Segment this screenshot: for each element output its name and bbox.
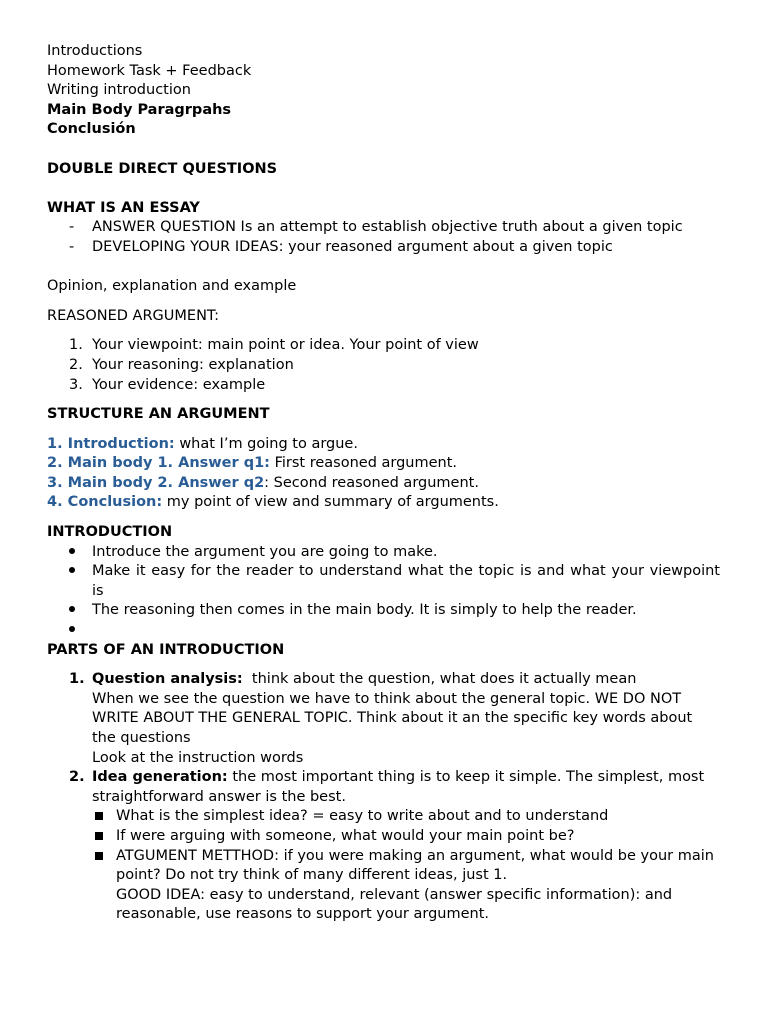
toc-item: Writing introduction	[47, 82, 191, 99]
paragraph: Opinion, explanation and example	[47, 278, 297, 295]
structure-item: 4. Conclusion: my point of view and summary of arguments.	[47, 494, 499, 511]
sub-bullet-item: What is the simplest idea? = easy to write about and to understand	[47, 807, 720, 827]
bullet-icon	[69, 606, 75, 612]
section-heading: WHAT IS AN ESSAY	[47, 199, 200, 216]
toc-item-bold: Main Body Paragrpahs	[47, 101, 232, 118]
list-item: - DEVELOPING YOUR IDEAS: your reasoned argument about a given topic	[69, 238, 613, 255]
structure-item: 1. Introduction: what I’m going to argue.	[47, 435, 358, 452]
parts-item: 1. Question analysis: think about the question, what does it actually mean When we see the question we have to think about the general topic. WE DO NOT WRITE ABOUT THE GENERAL TOPIC. Think about it an the specific key words about the questions Look at the instruction words	[69, 671, 693, 766]
section-heading: REASONED ARGUMENT:	[47, 307, 220, 324]
bullet-icon	[69, 567, 75, 573]
square-bullet-icon	[94, 827, 116, 847]
bullet-item: Make it easy for the reader to understand what the topic is and what your viewpoint is	[47, 562, 720, 601]
section-heading: PARTS OF AN INTRODUCTION	[47, 641, 285, 658]
bullet-icon	[69, 626, 75, 632]
toc-item: Homework Task + Feedback	[47, 62, 252, 79]
list-item: 1. Your viewpoint: main point or idea. Your point of view	[69, 337, 479, 354]
square-bullet-icon	[94, 847, 116, 925]
structure-item: 3. Main body 2. Answer q2: Second reasoned argument.	[47, 474, 479, 491]
sub-bullet-item: If were arguing with someone, what would your main point be?	[47, 827, 720, 847]
square-bullet-icon	[94, 807, 116, 827]
bullet-item: The reasoning then comes in the main body. It is simply to help the reader.	[47, 601, 720, 621]
bullet-item-empty	[47, 621, 720, 641]
list-item: 3. Your evidence: example	[69, 376, 266, 393]
toc-item: Introductions	[47, 43, 143, 59]
bullet-item: Introduce the argument you are going to make.	[47, 543, 720, 563]
sub-bullet-item: ATGUMENT METTHOD: if you were making an argument, what would be your main point? Do not try think of many different ideas, just 1. GOOD IDEA: easy to understand, relevant (answer specific information): and reasonable, use reasons to support your argument.	[47, 847, 720, 925]
section-heading: INTRODUCTION	[47, 524, 173, 541]
parts-item: 2. Idea generation: the most important thing is to keep it simple. The simplest, most straightforward answer is the best.	[69, 769, 705, 805]
toc-item-bold: Conclusión	[47, 121, 136, 138]
section-heading: DOUBLE DIRECT QUESTIONS	[47, 160, 278, 177]
structure-item: 2. Main body 1. Answer q1: First reasoned argument.	[47, 455, 458, 472]
bullet-icon	[69, 548, 75, 554]
section-heading: STRUCTURE AN ARGUMENT	[47, 406, 270, 423]
list-item: 2. Your reasoning: explanation	[69, 356, 294, 373]
list-item: - ANSWER QUESTION Is an attempt to establish objective truth about a given topic	[69, 219, 683, 236]
